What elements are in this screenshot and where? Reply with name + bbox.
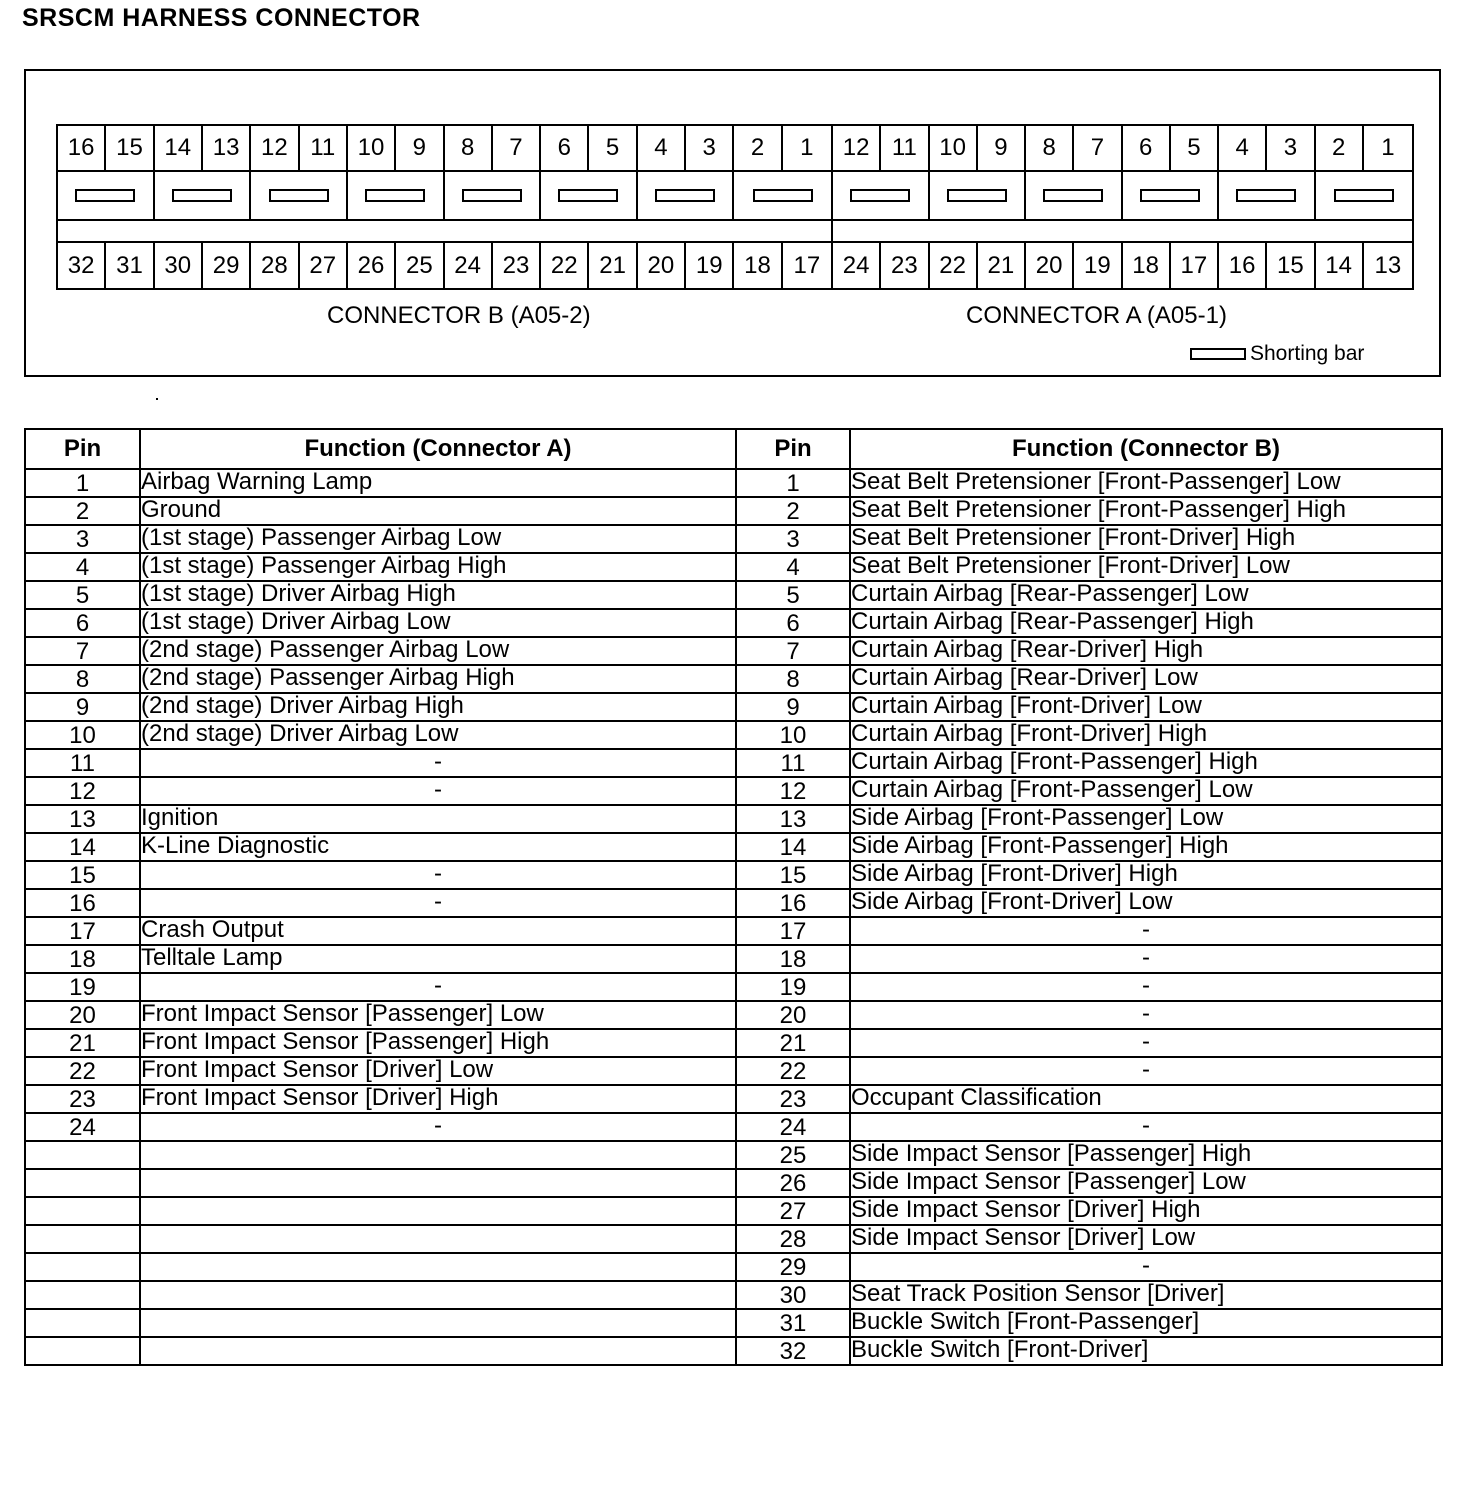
shorting-bar-icon — [558, 189, 618, 202]
function-a-cell — [140, 1309, 736, 1337]
pin-a-cell — [25, 1253, 140, 1281]
pin-b-cell: 9 — [736, 693, 850, 721]
function-a-cell: Telltale Lamp — [140, 945, 736, 973]
pin-b-cell: 24 — [736, 1113, 850, 1141]
function-a-cell: (1st stage) Driver Airbag Low — [140, 609, 736, 637]
pin-a-cell: 3 — [25, 525, 140, 553]
shorting-bar-icon — [1140, 189, 1200, 202]
connector-pin: 16 — [58, 126, 106, 172]
pin-b-cell: 12 — [736, 777, 850, 805]
pin-b-cell: 31 — [736, 1309, 850, 1337]
function-b-cell: Buckle Switch [Front-Passenger] — [850, 1309, 1442, 1337]
pin-b-cell: 7 — [736, 637, 850, 665]
table-row — [25, 665, 1442, 693]
table-header-row — [25, 429, 1442, 469]
connector-pin: 17 — [793, 251, 821, 279]
function-b-cell: Seat Track Position Sensor [Driver] — [850, 1281, 1442, 1309]
shorting-bar-cell — [541, 172, 638, 221]
function-a-cell: Front Impact Sensor [Passenger] High — [140, 1029, 736, 1057]
pin-a-cell: 17 — [25, 917, 140, 945]
function-b-cell: Curtain Airbag [Front-Driver] High — [850, 721, 1442, 749]
pin-a-cell: 4 — [25, 553, 140, 581]
pin-a-cell: 14 — [25, 833, 140, 861]
table-row — [25, 1309, 1442, 1337]
table-row — [25, 693, 1442, 721]
function-b-cell: Curtain Airbag [Front-Passenger] High — [850, 749, 1442, 777]
function-a-cell: - — [140, 889, 736, 917]
function-b-cell: - — [850, 1001, 1442, 1029]
connector-pin: 24 — [833, 243, 881, 288]
pin-a-cell: 10 — [25, 721, 140, 749]
shorting-bar-cell — [1026, 172, 1123, 221]
shorting-bar-cell — [833, 172, 930, 221]
function-b-cell: Seat Belt Pretensioner [Front-Driver] High — [850, 525, 1442, 553]
function-b-cell: Curtain Airbag [Front-Driver] Low — [850, 693, 1442, 721]
connector-pin: 29 — [203, 243, 251, 288]
pin-b-cell: 1 — [736, 469, 850, 497]
function-b-cell: Curtain Airbag [Rear-Driver] Low — [850, 665, 1442, 693]
connector-pin: 19 — [1074, 243, 1122, 288]
pin-a-cell: 20 — [25, 1001, 140, 1029]
connector-pin: 32 — [58, 243, 106, 288]
connector-pin: 24 — [445, 243, 493, 288]
connector-pin: 8 — [445, 126, 493, 172]
function-a-cell — [140, 1281, 736, 1309]
pin-b-cell: 29 — [736, 1253, 850, 1281]
function-a-cell: - — [140, 861, 736, 889]
function-b-cell: Curtain Airbag [Rear-Passenger] Low — [850, 581, 1442, 609]
function-b-cell: - — [850, 1113, 1442, 1141]
shorting-bar-icon — [753, 189, 813, 202]
function-b-cell: - — [850, 1029, 1442, 1057]
pin-a-cell — [25, 1141, 140, 1169]
function-a-cell: Front Impact Sensor [Driver] Low — [140, 1057, 736, 1085]
table-row — [25, 553, 1442, 581]
pin-b-cell: 13 — [736, 805, 850, 833]
table-row — [25, 1141, 1442, 1169]
function-a-cell: Crash Output — [140, 917, 736, 945]
connector-pin: 17 — [1171, 243, 1219, 288]
connector-pin: 21 — [978, 243, 1026, 288]
pin-a-cell: 21 — [25, 1029, 140, 1057]
function-b-cell: Curtain Airbag [Rear-Driver] High — [850, 637, 1442, 665]
pin-b-cell: 20 — [736, 1001, 850, 1029]
shorting-bar-icon — [1236, 189, 1296, 202]
connector-pin: 15 — [1267, 243, 1315, 288]
shorting-bar-cell — [445, 172, 542, 221]
pin-a-cell: 15 — [25, 861, 140, 889]
function-b-cell: - — [850, 945, 1442, 973]
connector-pin: 27 — [300, 243, 348, 288]
table-row — [25, 1169, 1442, 1197]
function-b-cell: Side Airbag [Front-Passenger] High — [850, 833, 1442, 861]
header-pin-b: Pin — [736, 429, 850, 469]
pin-a-cell — [25, 1281, 140, 1309]
function-a-cell: (2nd stage) Driver Airbag High — [140, 693, 736, 721]
legend-label: Shorting bar — [1250, 342, 1365, 365]
function-a-cell — [140, 1141, 736, 1169]
connector-pin: 20 — [1026, 243, 1074, 288]
table-row — [25, 945, 1442, 973]
function-a-cell — [140, 1337, 736, 1365]
connector-pin: 23 — [881, 243, 929, 288]
connector-a-diagram — [831, 124, 1414, 290]
pin-b-cell: 11 — [736, 749, 850, 777]
page-title: SRSCM HARNESS CONNECTOR — [22, 4, 421, 32]
shorting-bar-icon — [462, 189, 522, 202]
connector-pin: 14 — [1316, 243, 1364, 288]
table-row — [25, 833, 1442, 861]
function-a-cell — [140, 1225, 736, 1253]
pin-b-cell: 3 — [736, 525, 850, 553]
shorting-bar-cell — [58, 172, 155, 221]
function-b-cell: Side Impact Sensor [Passenger] Low — [850, 1169, 1442, 1197]
header-function-a: Function (Connector A) — [140, 429, 736, 469]
connector-pin: 14 — [155, 126, 203, 172]
table-row — [25, 1337, 1442, 1365]
pin-a-cell: 5 — [25, 581, 140, 609]
table-row — [25, 609, 1442, 637]
pin-a-cell: 24 — [25, 1113, 140, 1141]
shorting-bar-icon — [365, 189, 425, 202]
function-a-cell — [140, 1197, 736, 1225]
pin-b-cell: 23 — [736, 1085, 850, 1113]
function-b-cell: Seat Belt Pretensioner [Front-Passenger] High — [850, 497, 1442, 525]
connector-pin: 13 — [203, 126, 251, 172]
connector-pin: 4 — [638, 126, 686, 172]
function-a-cell: - — [140, 973, 736, 1001]
connector-gap-row — [833, 221, 1412, 243]
table-row — [25, 637, 1442, 665]
function-b-cell: Side Airbag [Front-Passenger] Low — [850, 805, 1442, 833]
shorting-bar-icon — [172, 189, 232, 202]
pin-a-cell: 11 — [25, 749, 140, 777]
pin-b-cell: 17 — [736, 917, 850, 945]
pin-b-cell: 6 — [736, 609, 850, 637]
connector-pin: 19 — [686, 243, 734, 288]
function-a-cell: (2nd stage) Driver Airbag Low — [140, 721, 736, 749]
shorting-bar-icon — [1334, 189, 1394, 202]
connector-pin: 11 — [881, 126, 929, 172]
pin-b-cell: 18 — [736, 945, 850, 973]
function-b-cell: Curtain Airbag [Rear-Passenger] High — [850, 609, 1442, 637]
pin-a-cell: 7 — [25, 637, 140, 665]
shorting-bar-cell — [1316, 172, 1413, 221]
connector-pin: 12 — [833, 126, 881, 172]
connector-pin: 7 — [1074, 126, 1122, 172]
function-b-cell: - — [850, 1057, 1442, 1085]
pin-b-cell: 19 — [736, 973, 850, 1001]
pin-a-cell: 18 — [25, 945, 140, 973]
table-row — [25, 889, 1442, 917]
function-a-cell: Front Impact Sensor [Passenger] Low — [140, 1001, 736, 1029]
function-b-cell: Side Airbag [Front-Driver] High — [850, 861, 1442, 889]
connector-pin: 8 — [1026, 126, 1074, 172]
shorting-bar-icon — [947, 189, 1007, 202]
pin-a-cell: 8 — [25, 665, 140, 693]
pin-function-table — [24, 428, 1443, 1366]
shorting-bar-legend — [1190, 342, 1364, 366]
shorting-bar-icon — [655, 189, 715, 202]
connector-pin: 1 — [1364, 126, 1412, 172]
connector-b-diagram — [56, 124, 833, 290]
function-a-cell: (1st stage) Passenger Airbag High — [140, 553, 736, 581]
connector-pin: 2 — [734, 126, 782, 172]
function-a-cell: - — [140, 749, 736, 777]
connector-pin: 18 — [1123, 243, 1171, 288]
connector-pin: 10 — [348, 126, 396, 172]
table-row — [25, 469, 1442, 497]
function-b-cell: Side Impact Sensor [Driver] Low — [850, 1225, 1442, 1253]
function-a-cell: (1st stage) Driver Airbag High — [140, 581, 736, 609]
function-b-cell: Seat Belt Pretensioner [Front-Driver] Low — [850, 553, 1442, 581]
connector-pin: 20 — [638, 243, 686, 288]
function-a-cell — [140, 1253, 736, 1281]
pin-b-cell: 4 — [736, 553, 850, 581]
pin-b-cell: 5 — [736, 581, 850, 609]
pin-a-cell: 9 — [25, 693, 140, 721]
header-function-b: Function (Connector B) — [850, 429, 1442, 469]
pin-a-cell — [25, 1309, 140, 1337]
function-b-cell: Occupant Classification — [850, 1085, 1442, 1113]
shorting-bar-cell — [734, 172, 831, 221]
connector-pin: 13 — [1374, 251, 1402, 279]
shorting-bar-cell — [1123, 172, 1220, 221]
function-a-cell: Ground — [140, 497, 736, 525]
pin-a-cell — [25, 1169, 140, 1197]
table-row — [25, 917, 1442, 945]
function-a-cell: Front Impact Sensor [Driver] High — [140, 1085, 736, 1113]
table-row — [25, 497, 1442, 525]
function-b-cell: - — [850, 973, 1442, 1001]
shorting-bar-icon — [75, 189, 135, 202]
pin-b-cell: 25 — [736, 1141, 850, 1169]
function-a-cell: - — [140, 1113, 736, 1141]
connector-pin: 3 — [686, 126, 734, 172]
connector-pin: 7 — [493, 126, 541, 172]
table-row — [25, 973, 1442, 1001]
connector-pin: 6 — [1123, 126, 1171, 172]
connector-pin: 3 — [1267, 126, 1315, 172]
connector-pin: 10 — [930, 126, 978, 172]
pin-b-cell: 8 — [736, 665, 850, 693]
pin-a-cell — [25, 1197, 140, 1225]
connector-pin: 28 — [251, 243, 299, 288]
connector-pin: 2 — [1316, 126, 1364, 172]
connector-pin: 26 — [348, 243, 396, 288]
pin-a-cell: 6 — [25, 609, 140, 637]
pin-b-cell: 26 — [736, 1169, 850, 1197]
table-row — [25, 749, 1442, 777]
pin-a-cell — [25, 1337, 140, 1365]
function-b-cell: Side Impact Sensor [Passenger] High — [850, 1141, 1442, 1169]
table-row — [25, 1085, 1442, 1113]
function-b-cell: Buckle Switch [Front-Driver] — [850, 1337, 1442, 1365]
shorting-bar-cell — [638, 172, 735, 221]
shorting-bar-icon — [269, 189, 329, 202]
connector-pin: 21 — [589, 243, 637, 288]
connector-pin: 25 — [396, 243, 444, 288]
function-b-cell: - — [850, 917, 1442, 945]
connector-pin: 22 — [541, 243, 589, 288]
function-b-cell: Curtain Airbag [Front-Passenger] Low — [850, 777, 1442, 805]
pin-b-cell: 10 — [736, 721, 850, 749]
pin-b-cell: 30 — [736, 1281, 850, 1309]
connector-pin: 30 — [155, 243, 203, 288]
table-row — [25, 1197, 1442, 1225]
connector-a-label: CONNECTOR A (A05-1) — [966, 302, 1227, 329]
table-row — [25, 861, 1442, 889]
connector-pin: 4 — [1219, 126, 1267, 172]
pin-b-cell: 2 — [736, 497, 850, 525]
shorting-bar-cell — [155, 172, 252, 221]
pin-b-cell: 16 — [736, 889, 850, 917]
function-a-cell — [140, 1169, 736, 1197]
function-a-cell: (2nd stage) Passenger Airbag Low — [140, 637, 736, 665]
connector-pin: 5 — [1171, 126, 1219, 172]
pin-b-cell: 15 — [736, 861, 850, 889]
pin-b-cell: 28 — [736, 1225, 850, 1253]
shorting-bar-cell — [1219, 172, 1316, 221]
pin-b-cell: 21 — [736, 1029, 850, 1057]
table-row — [25, 581, 1442, 609]
table-row — [25, 1253, 1442, 1281]
pin-b-cell: 22 — [736, 1057, 850, 1085]
pin-b-cell: 27 — [736, 1197, 850, 1225]
function-a-cell: K-Line Diagnostic — [140, 833, 736, 861]
table-row — [25, 1281, 1442, 1309]
connector-pin: 9 — [978, 126, 1026, 172]
connector-pin: 1 — [783, 126, 831, 172]
table-row — [25, 777, 1442, 805]
function-b-cell: Side Impact Sensor [Driver] High — [850, 1197, 1442, 1225]
table-row — [25, 1001, 1442, 1029]
table-row — [25, 1113, 1442, 1141]
table-body — [25, 469, 1442, 1365]
function-a-cell: (2nd stage) Passenger Airbag High — [140, 665, 736, 693]
pin-b-cell: 14 — [736, 833, 850, 861]
table-row — [25, 1057, 1442, 1085]
pin-a-cell — [25, 1225, 140, 1253]
connector-pin: 12 — [251, 126, 299, 172]
connector-pin: 23 — [493, 243, 541, 288]
pin-a-cell: 19 — [25, 973, 140, 1001]
function-b-cell: Seat Belt Pretensioner [Front-Passenger] Low — [850, 469, 1442, 497]
function-a-cell: Airbag Warning Lamp — [140, 469, 736, 497]
function-b-cell: Side Airbag [Front-Driver] Low — [850, 889, 1442, 917]
connector-b-label: CONNECTOR B (A05-2) — [327, 302, 591, 329]
function-b-cell: - — [850, 1253, 1442, 1281]
connector-pin: 18 — [734, 243, 782, 288]
table-row — [25, 721, 1442, 749]
pin-a-cell: 22 — [25, 1057, 140, 1085]
connector-pin: 22 — [930, 243, 978, 288]
function-a-cell: - — [140, 777, 736, 805]
header-pin-a: Pin — [25, 429, 140, 469]
pin-b-cell: 32 — [736, 1337, 850, 1365]
shorting-bar-icon — [850, 189, 910, 202]
shorting-bar-cell — [930, 172, 1027, 221]
connector-pin: 5 — [589, 126, 637, 172]
pin-a-cell: 23 — [25, 1085, 140, 1113]
connector-pin: 31 — [106, 243, 154, 288]
table-row — [25, 525, 1442, 553]
pin-a-cell: 16 — [25, 889, 140, 917]
connector-pin: 16 — [1219, 243, 1267, 288]
table-row — [25, 805, 1442, 833]
connector-pin: 9 — [396, 126, 444, 172]
table-row — [25, 1029, 1442, 1057]
pin-a-cell: 13 — [25, 805, 140, 833]
pin-a-cell: 1 — [25, 469, 140, 497]
shorting-bar-icon — [1190, 348, 1246, 360]
pin-a-cell: 2 — [25, 497, 140, 525]
pin-a-cell: 12 — [25, 777, 140, 805]
function-a-cell: Ignition — [140, 805, 736, 833]
function-a-cell: (1st stage) Passenger Airbag Low — [140, 525, 736, 553]
connector-pin: 11 — [300, 126, 348, 172]
connector-pin: 6 — [541, 126, 589, 172]
connector-gap-row — [58, 221, 831, 243]
scan-dot — [156, 398, 158, 400]
table-row — [25, 1225, 1442, 1253]
shorting-bar-cell — [251, 172, 348, 221]
shorting-bar-icon — [1043, 189, 1103, 202]
connector-pin: 15 — [106, 126, 154, 172]
shorting-bar-cell — [348, 172, 445, 221]
